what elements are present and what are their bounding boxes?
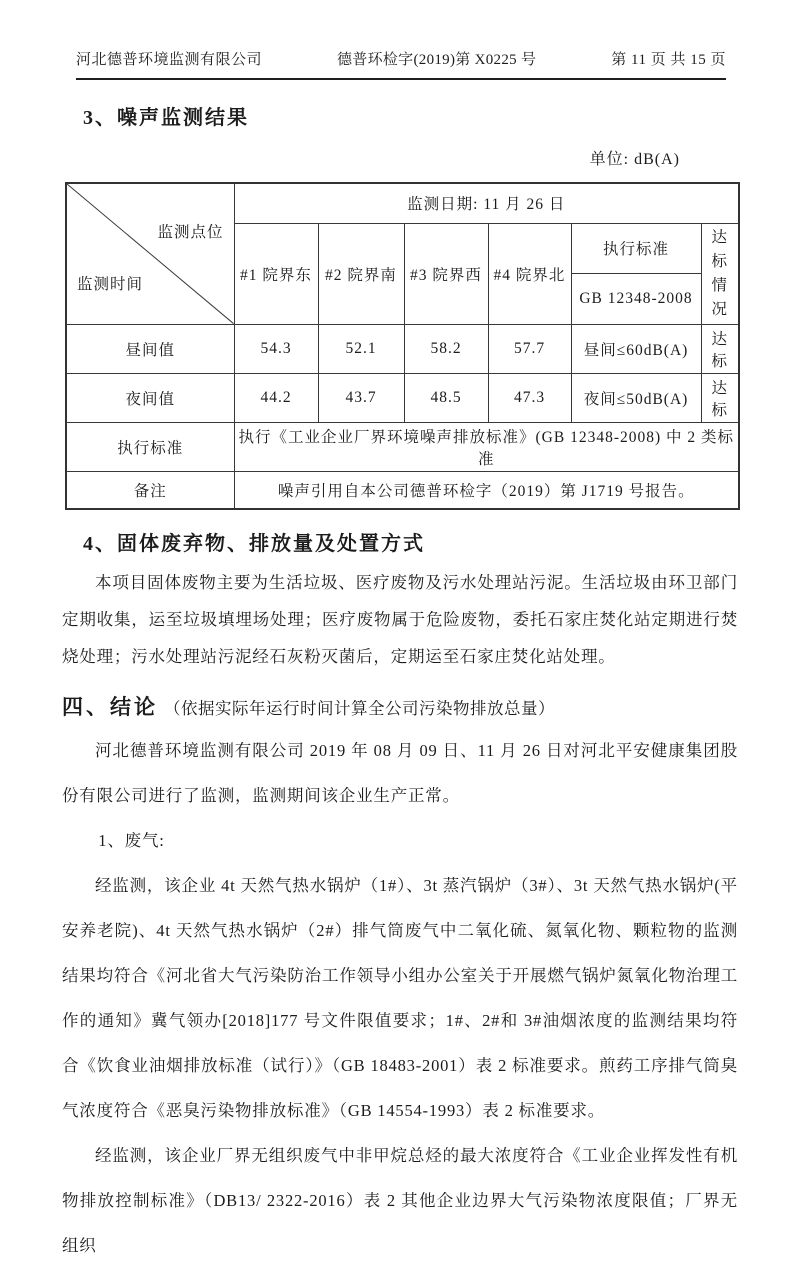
day-value-2: 52.1 [318, 324, 404, 373]
table-row-standard [66, 422, 739, 471]
conclusion-body [0, 728, 800, 1268]
standard-header: 执行标准 [571, 223, 701, 274]
section3-title: 3、噪声监测结果 [83, 107, 249, 129]
conclusion-title: 四、结论 [62, 695, 158, 720]
compliance-header: 达标情况 [701, 223, 739, 324]
diagonal-line [67, 184, 234, 324]
document-page [0, 48, 800, 1256]
conclusion-paragraph-2: 经监测，该企业 4t 天然气热水锅炉（1#）、3t 蒸汽锅炉（3#）、3t 天然气热水锅炉(平安养老院)、4t 天然气热水锅炉（2#）排气筒废气中二氧化硫、氮氧化物、颗粒物的监测结果均符合《河北省大气污染防治工作领导小组办公室关于开展燃气锅炉氮氧化物治理工作的通知》冀气领办[2018]177 号文件限值要求；1#、2#和 3#油烟浓度的监测结果均符合《饮食业油烟排放标准（试行）》（GB 18483-2001）表 2 标准要求。煎药工序排气筒臭气浓度符合《恶臭污染物排放标准》（GB 14554-1993）表 2 标准要求。 [62, 876, 738, 1121]
corner-label-point: 监测点位 [157, 224, 224, 241]
conclusion-heading [62, 691, 800, 721]
night-value-4: 47.3 [488, 373, 571, 422]
night-limit: 夜间≤50dB(A) [571, 373, 701, 422]
section4-title: 4、固体废弃物、排放量及处置方式 [83, 533, 425, 556]
day-compliance: 达标 [701, 324, 739, 373]
corner-label-time: 监测时间 [77, 275, 144, 293]
table-row-day [66, 324, 739, 373]
day-limit: 昼间≤60dB(A) [571, 324, 701, 373]
day-value-1: 54.3 [234, 324, 318, 373]
conclusion-title-note: （依据实际年运行时间计算全公司污染物排放总量） [164, 699, 555, 719]
header-company: 河北德普环境监测有限公司 [76, 52, 263, 68]
night-value-1: 44.2 [234, 373, 318, 422]
point-header-1: #1 院界东 [234, 223, 318, 324]
day-value-3: 58.2 [404, 324, 488, 373]
row-label: 夜间值 [66, 373, 234, 422]
row-label: 昼间值 [66, 324, 234, 373]
section4-paragraph: 本项目固体废物主要为生活垃圾、医疗废物及污水处理站污泥。生活垃圾由环卫部门定期收集，运至垃圾填埋场处理；医疗废物属于危险废物，委托石家庄焚化站定期进行焚烧处理；污水处理站污泥经石灰粉灭菌后，定期运至石家庄焚化站处理。 [62, 573, 738, 667]
standard-row-value: 执行《工业企业厂界环境噪声排放标准》(GB 12348-2008) 中 2 类标准 [234, 422, 739, 471]
conclusion-paragraph-1: 河北德普环境监测有限公司 2019 年 08 月 09 日、11 月 26 日对河北平安健康集团股份有限公司进行了监测，监测期间该企业生产正常。 [62, 741, 738, 806]
day-value-4: 57.7 [488, 324, 571, 373]
remark-value: 噪声引用自本公司德普环检字（2019）第 J1719 号报告。 [234, 471, 739, 509]
page-header [76, 48, 726, 80]
standard-code: GB 12348-2008 [571, 274, 701, 325]
remark-label: 备注 [66, 471, 234, 509]
header-doc-number: 德普环检字(2019)第 X0225 号 [336, 52, 537, 68]
table-corner-cell [66, 183, 234, 324]
header-page-info: 第 11 页 共 15 页 [611, 52, 726, 68]
night-compliance: 达标 [701, 373, 739, 422]
noise-results-table [65, 182, 740, 510]
unit-label: 单位: dB(A) [589, 151, 680, 168]
standard-row-label: 执行标准 [66, 422, 234, 471]
night-value-3: 48.5 [404, 373, 488, 422]
table-row-night [66, 373, 739, 422]
conclusion-item1-title: 1、废气: [98, 831, 165, 851]
point-header-4: #4 院界北 [488, 223, 571, 324]
point-header-3: #3 院界西 [404, 223, 488, 324]
point-header-2: #2 院界南 [318, 223, 404, 324]
conclusion-paragraph-3: 经监测，该企业厂界无组织废气中非甲烷总烃的最大浓度符合《工业企业挥发性有机物排放控制标准》（DB13/ 2322-2016）表 2 其他企业边界大气污染物浓度限值；厂界无组织 [62, 1146, 738, 1256]
night-value-2: 43.7 [318, 373, 404, 422]
monitor-date-header: 监测日期: 11 月 26 日 [234, 183, 739, 223]
table-row-remark [66, 471, 739, 509]
